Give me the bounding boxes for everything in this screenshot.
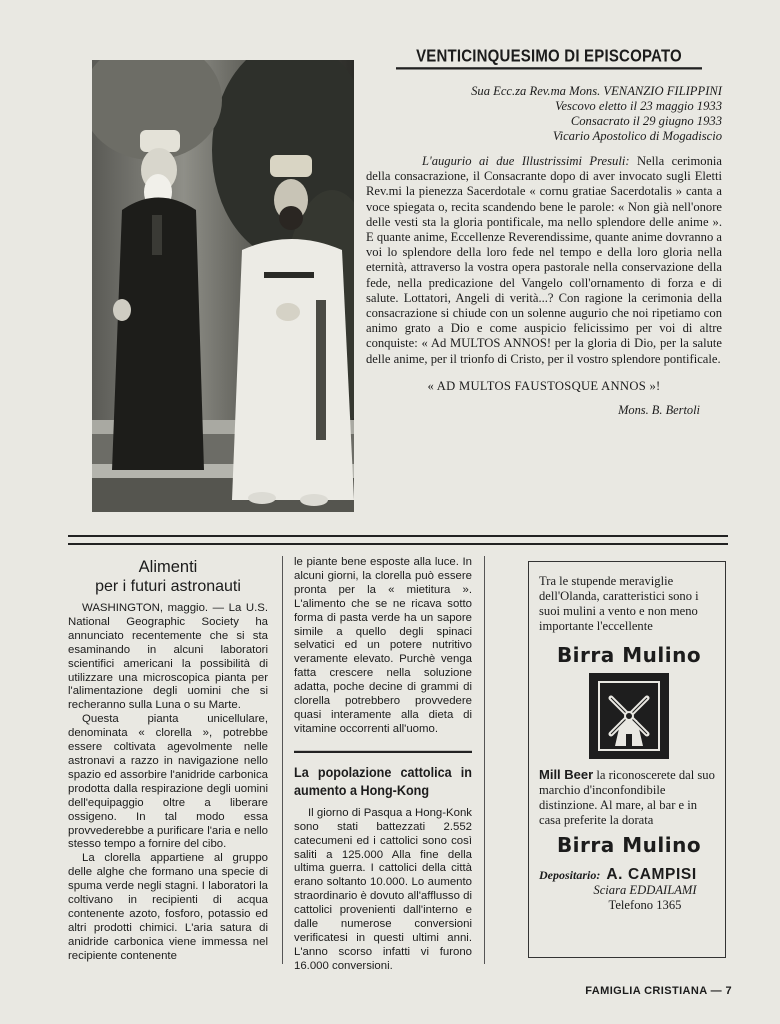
astronauti-title-line2: per i futuri astronauti bbox=[95, 578, 241, 595]
episcopato-info-line: Consacrato il 29 giugno 1933 bbox=[570, 114, 722, 128]
bishops-photo-illustration bbox=[92, 60, 354, 512]
birra-mulino-ad bbox=[528, 561, 726, 958]
ad-brand-repeat: Birra Mulino bbox=[556, 833, 702, 857]
ad-brand: Birra Mulino bbox=[556, 643, 702, 667]
page-footer: FAMIGLIA CRISTIANA — 7 bbox=[585, 985, 732, 997]
ad-phone: Telefono 1365 bbox=[608, 898, 682, 912]
ad-mill-desc: la riconoscerete dal suo marchio d'inconfondibile distinzione. Al mare, al bar e in casa preferite la dorata bbox=[539, 768, 715, 827]
episcopato-info bbox=[366, 84, 722, 144]
episcopato-text: Nella cerimonia della consacrazione, il Consacrante dopo di aver invocato sugli Eletti Rev.mi la pienezza Sacerdotale « cornu gratiae Sacerdotalis » canta a voce spiegata o, recita scandendo bene le parole: « Non già nell'onore delle vesti sta la gloria pontificale, ma nello splendore delle anime ». E quante anime, Eccellenze Reverendissime, quante anime dovranno a voi lo splendore della loro fede nel tempo e della loro gloria nella eternità, attraverso la vostra opera pastorale nella conservazione della fede, nella predicazione del Vangelo coll'ornamento di forza e di salute. Lottatori, Angeli di verità...? Con ragione la cerimonia della consacrazione si chiude con un solenne augurio che noi ripetiamo con animo grato a Dio e come auspicio felicissimo per voi di altre conquiste: « Ad MULTOS ANNOS! per la gloria di Dio, per la salute delle anime, per il trionfo di Cristo, per il vostro splendore pontificale. bbox=[366, 154, 722, 366]
episcopato-article bbox=[366, 48, 722, 418]
column-divider bbox=[282, 556, 283, 964]
ad-mill-beer: Mill Beer bbox=[539, 767, 594, 782]
ad-address: Sciara EDDAILAMI bbox=[593, 883, 697, 897]
article-paragraph: WASHINGTON, maggio. — La U.S. National Geographic Society ha annunciato recentemente che si sta esaminando in alcuni laboratori scientifici americani la possibilità di utilizzare una microscopica pianta per l'alimentazione degli uomini che si recheranno sulla Luna o su Marte. bbox=[68, 602, 268, 712]
episcopato-info-line: Vicario Apostolico di Mogadiscio bbox=[552, 129, 722, 143]
windmill-icon bbox=[589, 673, 669, 759]
astronauti-continuation: le piante bene esposte alla luce. In alcuni giorni, la clorella può essere pronta per la « mietitura ». L'alimento che se ne ricava sotto forma di pasta verde ha un sapore simile a quello degli spinaci selvatici ed un potere nutritivo veramente elevato. Purchè venga fatta crescere nella soluzione adatta, poche decine di grammi di clorella potrebbero provvedere quasi interamente alla dieta di vitamine occorrenti all'uomo. bbox=[294, 556, 472, 735]
ad-depositario-name: A. CAMPISI bbox=[606, 866, 697, 883]
section-divider bbox=[68, 535, 728, 545]
episcopato-body bbox=[366, 154, 722, 367]
middle-column bbox=[294, 556, 472, 974]
ad-depositario-label: Depositario: bbox=[539, 868, 601, 882]
article-paragraph: Questa pianta unicellulare, denominata « clorella », potrebbe essere coltivata agevolmente nelle astronavi a razzo in navigazione nello spazio ed assorbire l'anidride carbonica prodotta dalla respirazione degli uomini dell'equipaggio oltre a liberare ossigeno. In tal modo essa provvederebbe a purificare l'aria e nello stesso tempo a fornire del cibo. bbox=[68, 713, 268, 851]
ad-depositario bbox=[539, 867, 719, 883]
episcopato-info-line: Vescovo eletto il 23 maggio 1933 bbox=[555, 99, 722, 113]
astronauti-article bbox=[68, 558, 268, 964]
windmill-logo-svg bbox=[597, 680, 661, 752]
episcopato-lead: L'augurio ai due Illustrissimi Presuli: bbox=[422, 154, 630, 168]
ad-intro: Tra le stupende meraviglie dell'Olanda, caratteristici sono i suoi mulini a vento e non meno importante l'eccellente bbox=[539, 574, 699, 633]
episcopato-signature: Mons. B. Bertoli bbox=[618, 402, 700, 417]
hongkong-title: La popolazione cattolica in aumento a Hong-Kong bbox=[294, 751, 472, 799]
astronauti-title bbox=[68, 558, 268, 596]
bishops-photo bbox=[92, 60, 354, 512]
episcopato-closing: « AD MULTOS FAUSTOSQUE ANNOS »! bbox=[427, 378, 661, 393]
article-paragraph: La clorella appartiene al gruppo delle alghe che formano una specie di spuma verde negli stagni. I laboratori la coltivano in recipienti di acqua contenente azoto, fosforo, potassio ed altri prodotti chimici. L'aria satura di anidride carbonica viene immessa nel recipiente contenente bbox=[68, 852, 268, 962]
episcopato-title: VENTICINQUESIMO DI EPISCOPATO bbox=[396, 47, 702, 70]
column-divider bbox=[484, 556, 485, 964]
episcopato-info-line: Sua Ecc.za Rev.ma Mons. VENANZIO FILIPPINI bbox=[471, 84, 722, 98]
hongkong-body: Il giorno di Pasqua a Hong-Konk sono stati battezzati 2.552 catecumeni ed i cattolici sono così saliti a 125.000 Alla fine della ultima guerra. I cattolici della città erano soltanto 10.000. Lo aumento straordinario è dovuto all'afflusso di cattolici provenienti dall'interno e dalle numerose conversioni verificatesi in questi ultimi anni. L'anno scorso infatti vi furono 16.000 conversioni. bbox=[294, 806, 473, 972]
ad-mill-text bbox=[539, 767, 719, 828]
astronauti-title-line1: Alimenti bbox=[138, 558, 198, 576]
